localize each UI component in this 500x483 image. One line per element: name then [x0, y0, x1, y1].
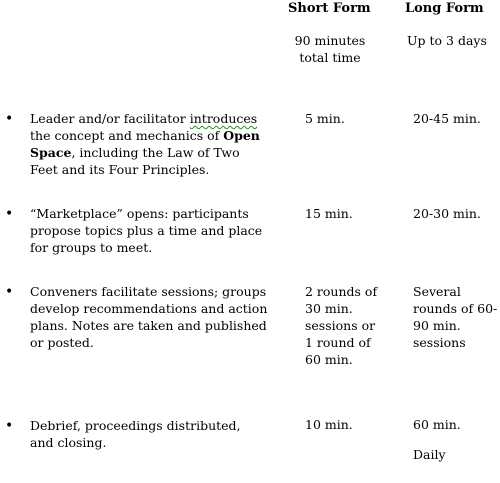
long-form-duration: Up to 3 days — [407, 33, 487, 48]
short-form-time: 10 min. — [305, 417, 353, 432]
step-description — [30, 110, 270, 178]
long-form-time: 20-30 min. — [413, 206, 481, 221]
bullet-marker: • — [5, 284, 14, 300]
step-description: Debrief, proceedings distributed, and closing. — [30, 418, 241, 450]
short-form-time: 5 min. — [305, 111, 345, 126]
long-form-time: 20-45 min. — [413, 111, 481, 126]
short-form-duration: 90 minutes total time — [294, 33, 366, 65]
step-description: “Marketplace” opens: participants propose topics plus a time and place for groups to meet. — [30, 206, 263, 255]
long-form-frequency: Daily — [413, 447, 446, 462]
long-form-header: Long Form — [405, 1, 484, 16]
desc-bold-term: Open Space — [30, 128, 260, 160]
spellcheck-word: introduces — [189, 111, 258, 126]
short-form-time: 15 min. — [305, 206, 353, 221]
bullet-marker: • — [5, 418, 14, 434]
short-form-time: 2 rounds of 30 min. sessions or 1 round of 60 min. — [305, 284, 378, 367]
bullet-marker: • — [5, 111, 14, 127]
desc-text: , including the Law of Two Feet and its Four Principles. — [30, 145, 240, 177]
short-form-header: Short Form — [288, 1, 371, 16]
long-form-time: Several rounds of 60-90 min. sessions — [413, 284, 498, 350]
desc-text: the concept and mechanics of — [30, 128, 224, 143]
long-form-time: 60 min. — [413, 417, 461, 432]
desc-text: Leader and/or facilitator — [30, 111, 190, 126]
bullet-marker: • — [5, 206, 14, 222]
step-description: Conveners facilitate sessions; groups develop recommendations and action plans. Notes are taken and published or posted. — [30, 284, 268, 350]
